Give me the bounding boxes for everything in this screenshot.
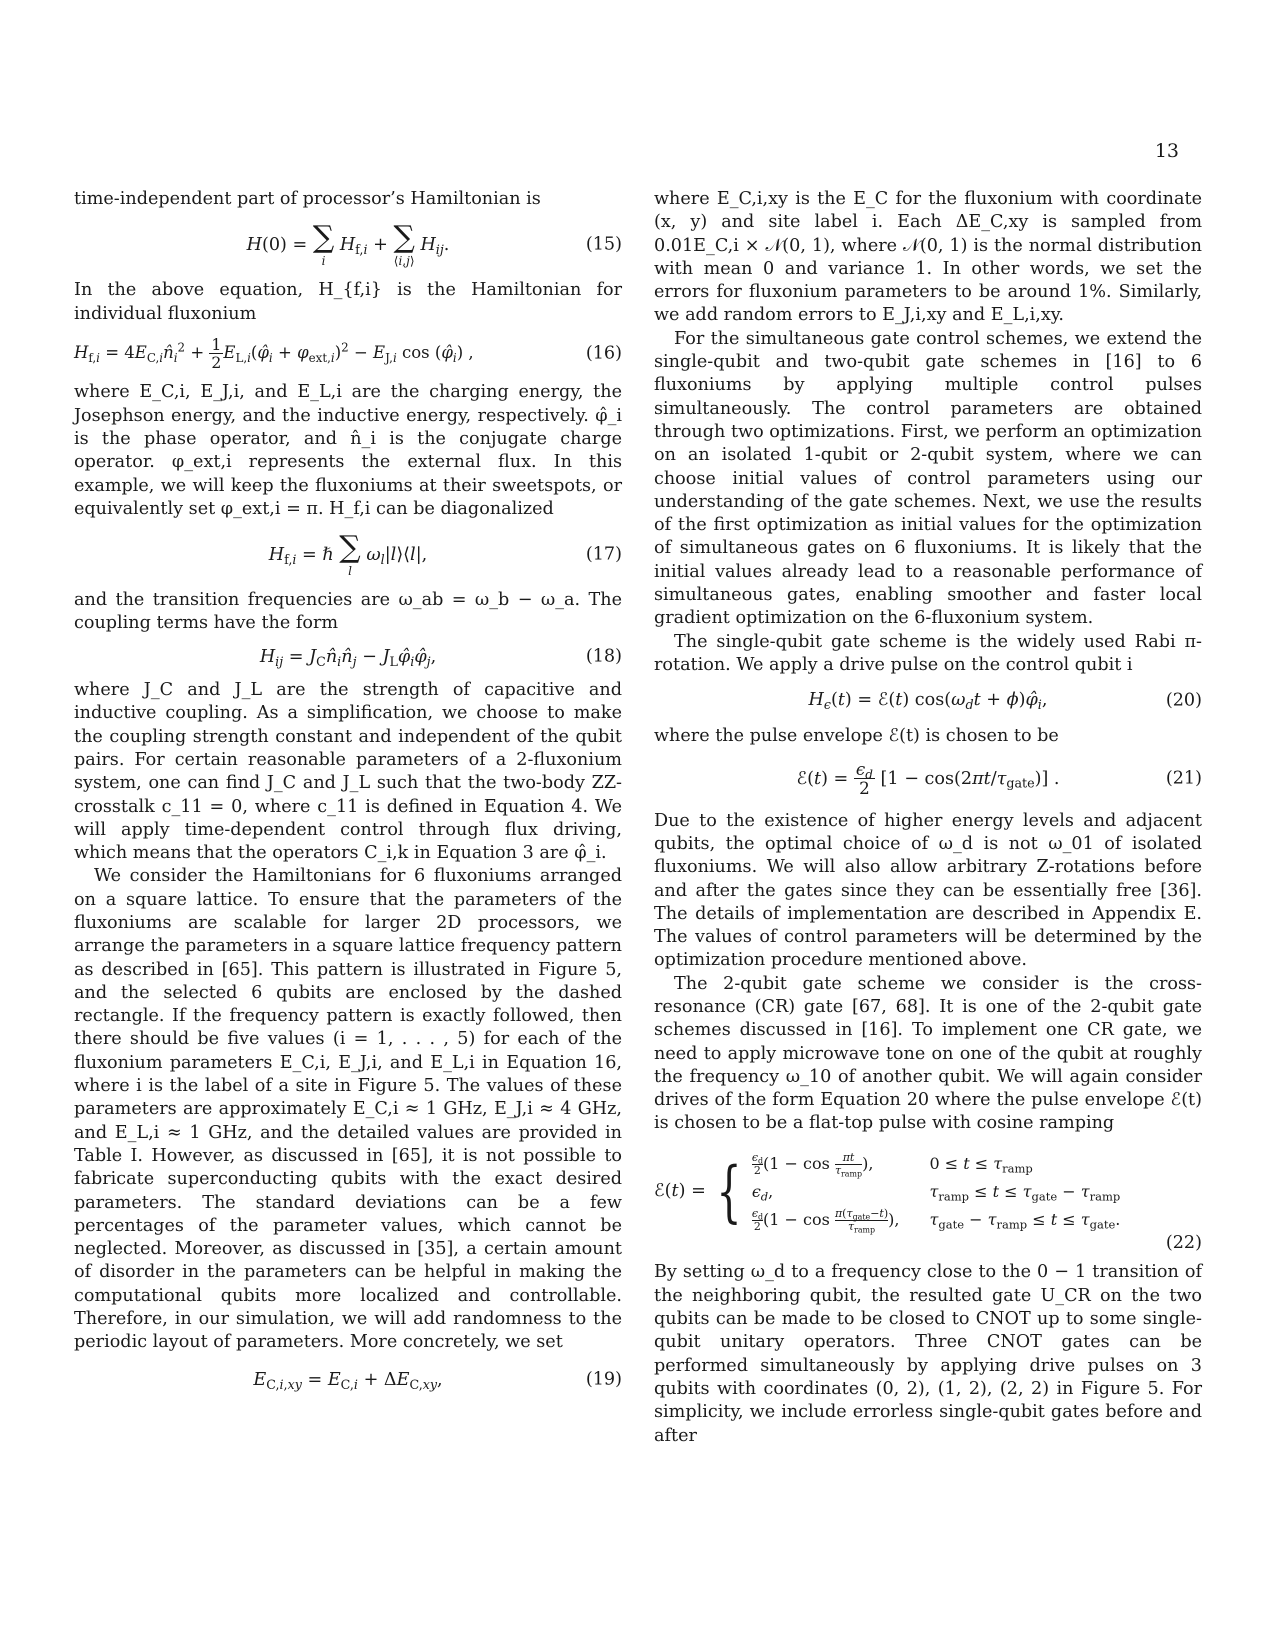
paragraph: The 2-qubit gate scheme we consider is the cross-resonance (CR) gate [67, 68]. It is one of the 2-qubit gate schemes discussed in [16]. To implement one CR gate, we need to apply microwave tone on one of the qubit at roughly the frequency ω_10 of another qubit. We will again consider drives of the form Equation 20 where the pulse envelope ℰ(t) is chosen to be a flat-top pulse with cosine ramping (654, 973, 1202, 1134)
equation-number: (19) (585, 1369, 622, 1390)
equation-22: ℰ(t) = { $\frac{\epsilon_d}{2}$ (1 − cos $\frac{\pi t}{\tau_{ramp}}$ ), $0 \le t \le \tau_{ramp}$ $\epsilon_d$, $\tau_{ramp} \le t \le \tau_{gate} - \tau_{ramp}$ $\frac{\epsilon_d}{2}$ (1 − cos $\frac{\pi(\tau_{gate}-t)}{\tau_{ramp}}$ ), $\tau_{gate} - \tau_{ramp} \le t \le \tau_{gate}$. (22) (654, 1152, 1202, 1256)
page-number: 13 (1154, 140, 1179, 162)
paragraph: where J_C and J_L are the strength of capacitive and inductive coupling. As a simplification, we choose to make the coupling strength constant and independent of the qubit pairs. For certain reasonable parameters of a 2-fluxonium system, one can find J_C and J_L such that the two-body ZZ-crosstalk c_11 = 0, where c_11 is defined in Equation 4. We will apply time-dependent control through flux driving, which means that the operators C_i,k in Equation 3 are φ̂_i. (74, 680, 622, 864)
paragraph: In the above equation, H_{f,i} is the Hamiltonian for individual fluxonium (74, 280, 622, 324)
paragraph: By setting ω_d to a frequency close to the 0 − 1 transition of the neighboring qubit, the resulted gate U_CR on the two qubits can be made to be closed to CNOT up to some single-qubit unitary operators. Three CNOT gates can be performed simultaneously by applying drive pulses on 3 qubits with coordinates (0, 2), (1, 2), (2, 2) in Figure 5. For simplicity, we include errorless single-qubit gates before and after (654, 1262, 1202, 1446)
equation-number: (22) (1165, 1233, 1202, 1254)
equation-number: (21) (1165, 768, 1202, 789)
left-column (74, 188, 622, 1402)
paragraph: where the pulse envelope ℰ(t) is chosen to be (654, 725, 1059, 746)
equation-20: $H_\epsilon(t)$ = ℰ(t) $\cos(\omega_dt$ + $\phi)\varphî_i$, (20) (808, 690, 1202, 713)
paragraph: and the transition frequencies are ω_ab = ω_b − ω_a. The coupling terms have the form (74, 590, 622, 634)
right-column (654, 188, 1202, 1448)
paragraph: time-independent part of processor’s Hamiltonian is (74, 189, 541, 209)
equation-number: (16) (585, 342, 622, 363)
equation-number: (17) (585, 544, 622, 565)
equation-number: (15) (585, 234, 622, 255)
equation-number: (20) (1165, 690, 1202, 711)
equation-17: $H_{f,i}$ = ℏ ∑ l $\omega_l|l⟩⟨l|$, (17) (268, 530, 622, 579)
equation-21: ℰ(t) = $\frac{\epsilon_d}{2}$ $[1 - \cos(2\pi t/\tau_{gate})]$ . (21) (796, 758, 1202, 799)
paragraph: Due to the existence of higher energy levels and adjacent qubits, the optimal choice of ω_d is not ω_01 of isolated fluxoniums. We will also allow arbitrary Z-rotations before and after the gates since they can be essentially free [36]. The details of implementation are described in Appendix E. The values of control parameters will be determined by the optimization procedure mentioned above. (654, 810, 1202, 971)
paragraph: where E_C,i, E_J,i, and E_L,i are the charging energy, the Josephson energy, and the inductive energy, respectively. φ̂_i is the phase operator, and n̂_i is the conjugate charge operator. φ_ext,i represents the external flux. In this example, we will keep the fluxoniums at their sweetspots, or equivalently set φ_ext,i = π. H_f,i can be diagonalized (74, 382, 622, 519)
paragraph: For the simultaneous gate control schemes, we extend the single-qubit and two-qubit gate schemes in [16] to 6 fluxoniums by applying multiple control pulses simultaneously. The control parameters are obtained through two optimizations. First, we perform an optimization on an isolated 1-qubit or 2-qubit system, where we can choose initial values of control parameters using our understanding of the gate schemes. Next, we use the results of the first optimization as initial values for the optimization of simultaneous gates on 6 fluxoniums. It is likely that the initial values already lead to a reasonable performance of simultaneous gates, enabling smoother and faster local gradient optimization on the 6-fluxonium system. (654, 328, 1202, 629)
equation-19: $E_{C,i,xy} = E_{C,i} + \Delta E_{C,xy}$, (19) (253, 1369, 622, 1392)
paragraph: We consider the Hamiltonians for 6 fluxoniums arranged on a square lattice. To ensure that the parameters of the fluxoniums are scalable for larger 2D processors, we arrange the parameters in a square lattice frequency pattern as described in [65]. This pattern is illustrated in Figure 5, and the selected 6 qubits are enclosed by the dashed rectangle. If the frequency pattern is exactly followed, then there should be five values (i = 1, . . . , 5) for each of the fluxonium parameters E_C,i, E_J,i, and E_L,i in Equation 16, where i is the label of a site in Figure 5. The values of these parameters are approximately E_C,i ≈ 1 GHz, E_J,i ≈ 4 GHz, and E_L,i ≈ 1 GHz, and the detailed values are provided in Table I. However, as discussed in [65], it is not possible to fabricate superconducting qubits with the exact desired parameters. The standard deviations can be a few percentages of the parameter values, which cannot be neglected. Moreover, as discussed in [35], a certain amount of disorder in the parameters can be helpful in making the computational qubits more localized and controllable. Therefore, in our simulation, we will add randomness to the periodic layout of parameters. More concretely, we set (74, 866, 622, 1353)
equation-16: $H_{f,i}$ = $4E_{C,i}n̂_i^2$ + $\frac{1}{2}$ $E_{L,i}(\varphî_i + \varphi_{ext,i})^2 - E_{J,i}$ $\cos (\varphî_i)$ , (16) (74, 334, 622, 373)
equation-15: H(0) = ∑ i $H_{f,i}$ + ∑ ⟨i,j⟩ $H_{ij}$. (15) (246, 220, 622, 269)
equation-number: (18) (585, 646, 622, 667)
paragraph: The single-qubit gate scheme is the widely used Rabi π-rotation. We apply a drive pulse on the control qubit i (654, 631, 1202, 675)
equation-18: $H_{ij}$ = $J_Cn̂_in̂_j$ − $J_L\varphî_i\varphî_j$, (18) (259, 646, 622, 669)
paragraph: where E_C,i,xy is the E_C for the fluxonium with coordinate (x, y) and site label i. Each ΔE_C,xy is sampled from 0.01E_C,i × 𝒩(0, 1), where 𝒩(0, 1) is the normal distribution with mean 0 and variance 1. In other words, we set the errors for fluxonium parameters to be around 1%. Similarly, we add random errors to E_J,i,xy and E_L,i,xy. (654, 189, 1202, 326)
